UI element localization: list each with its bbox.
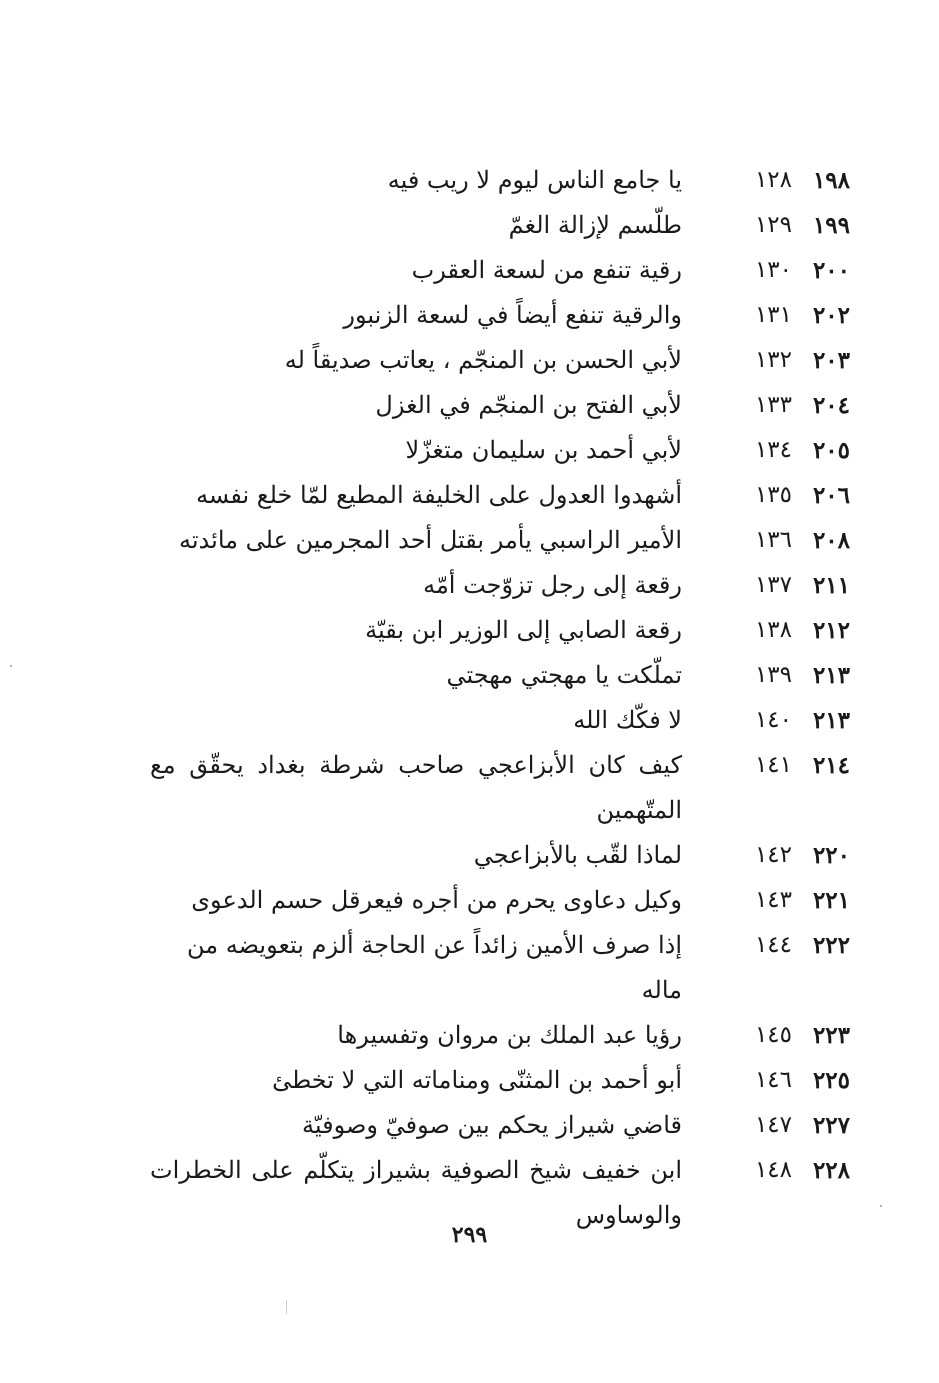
toc-entry-title: أبو أحمد بن المثنّى ومناماته التي لا تخطئ (272, 1066, 682, 1094)
toc-entry-title: طلّسم لإزالة الغمّ (508, 211, 682, 239)
toc-entry-title: رؤيا عبد الملك بن مروان وتفسيرها (337, 1021, 682, 1049)
toc-entry-number: ١٣٣ (754, 392, 792, 418)
toc-page-number: ٢١٢ (812, 617, 850, 644)
toc-page-number: ٢٢٧ (812, 1112, 850, 1139)
toc-entry-number: ١٣٧ (754, 572, 792, 598)
toc-row (150, 833, 850, 878)
toc-entry-number: ١٣٤ (754, 437, 792, 463)
toc-page-number: ٢٢٨ (812, 1157, 850, 1184)
toc-page-number: ١٩٩ (812, 212, 850, 239)
toc-entry-title: والرقية تنفع أيضاً في لسعة الزنبور (343, 301, 682, 329)
toc-row (150, 203, 850, 248)
toc-entry-number: ١٣٩ (754, 662, 792, 688)
toc-entry-number: ١٣٥ (754, 482, 792, 508)
toc-page-number: ٢١٣ (812, 662, 850, 689)
toc-page-number: ٢٠٤ (812, 392, 850, 419)
toc-row (150, 563, 850, 608)
toc-page-number: ٢٠٣ (812, 347, 850, 374)
toc-entry-number: ١٤٦ (754, 1067, 792, 1093)
toc-entry-title: لأبي أحمد بن سليمان متغزّلا (405, 436, 682, 464)
toc-page-number: ٢٠٢ (812, 302, 850, 329)
toc-page-number: ٢١١ (812, 572, 850, 599)
toc-entry-number: ١٤٧ (754, 1112, 792, 1138)
toc-entry-title: ابن خفيف شيخ الصوفية بشيراز يتكلّم على الخطرات والوساوس (150, 1156, 682, 1229)
toc-entry-title: وكيل دعاوى يحرم من أجره فيعرقل حسم الدعوى (191, 886, 682, 914)
toc-page-number: ٢٠٥ (812, 437, 850, 464)
toc-entry-title: لا فكّك الله (573, 706, 682, 734)
toc-row (150, 608, 850, 653)
toc-entry-title: رقعة الصابي إلى الوزير ابن بقيّة (365, 616, 682, 644)
scan-speck (286, 1300, 287, 1314)
toc-entry-number: ١٤١ (754, 752, 792, 778)
toc-entry-number: ١٢٨ (754, 167, 792, 193)
scan-speck (880, 1205, 882, 1207)
toc-entry-title: تملّكت يا مهجتي مهجتي (446, 661, 682, 689)
page-number-footer: ٢٩٩ (451, 1222, 488, 1248)
toc-page-number: ٢٢٢ (812, 932, 850, 959)
toc-page-number: ١٩٨ (812, 167, 850, 194)
toc-page-number: ٢٠٦ (812, 482, 850, 509)
toc-entry-number: ١٣٨ (754, 617, 792, 643)
toc-page-number: ٢٢٥ (812, 1067, 850, 1094)
toc-entry-number: ١٤٢ (754, 842, 792, 868)
toc-row (150, 518, 850, 563)
toc-entry-number: ١٣١ (754, 302, 792, 328)
toc-row (150, 248, 850, 293)
toc-entry-title: رقية تنفع من لسعة العقرب (411, 256, 682, 284)
toc-page-number: ٢٢٠ (812, 842, 850, 869)
toc-row (150, 473, 850, 518)
toc-row (150, 293, 850, 338)
toc-entry-title: أشهدوا العدول على الخليفة المطيع لمّا خلع نفسه (196, 481, 682, 509)
toc-row (150, 338, 850, 383)
toc-entry-title: لماذا لقّب بالأبزاعجي (473, 841, 682, 869)
toc-entry-number: ١٣٠ (754, 257, 792, 283)
toc-row (150, 383, 850, 428)
toc-row (150, 698, 850, 743)
toc-row (150, 158, 850, 203)
scan-speck (10, 665, 12, 667)
toc-entry-title: الأمير الراسبي يأمر بقتل أحد المجرمين على مائدته (179, 526, 682, 554)
toc-page-number: ٢١٣ (812, 707, 850, 734)
toc-page-number: ٢١٤ (812, 752, 850, 779)
toc-row (150, 743, 850, 833)
toc-entry-title: رقعة إلى رجل تزوّجت أمّه (423, 571, 682, 599)
toc-row (150, 428, 850, 473)
toc-row (150, 1013, 850, 1058)
toc-entry-number: ١٤٠ (754, 707, 792, 733)
toc-row (150, 1058, 850, 1103)
toc-entry-number: ١٤٥ (754, 1022, 792, 1048)
toc-entry-number: ١٤٣ (754, 887, 792, 913)
toc-entry-number: ١٤٤ (754, 932, 792, 958)
toc-page-number: ٢٠٨ (812, 527, 850, 554)
toc-page-number: ٢٢١ (812, 887, 850, 914)
toc-row (150, 878, 850, 923)
toc-page-number: ٢٢٣ (812, 1022, 850, 1049)
toc-row (150, 923, 850, 1013)
toc-entry-title: لأبي الفتح بن المنجّم في الغزل (375, 391, 682, 419)
toc-entry-title: كيف كان الأبزاعجي صاحب شرطة بغداد يحقّق مع المتّهمين (150, 751, 682, 824)
toc-entry-title: لأبي الحسن بن المنجّم ، يعاتب صديقاً له (284, 346, 682, 374)
toc-row (150, 1103, 850, 1148)
toc-row (150, 653, 850, 698)
table-of-contents (150, 158, 850, 1238)
toc-entry-number: ١٢٩ (754, 212, 792, 238)
toc-page-number: ٢٠٠ (812, 257, 850, 284)
toc-entry-number: ١٤٨ (754, 1157, 792, 1183)
toc-entry-title: إذا صرف الأمين زائداً عن الحاجة ألزم بتعويضه من ماله (186, 931, 682, 1004)
toc-entry-number: ١٣٦ (754, 527, 792, 553)
toc-entry-title: يا جامع الناس ليوم لا ريب فيه (387, 166, 682, 194)
toc-entry-title: قاضي شيراز يحكم بين صوفيّ وصوفيّة (302, 1111, 682, 1139)
toc-entry-number: ١٣٢ (754, 347, 792, 373)
